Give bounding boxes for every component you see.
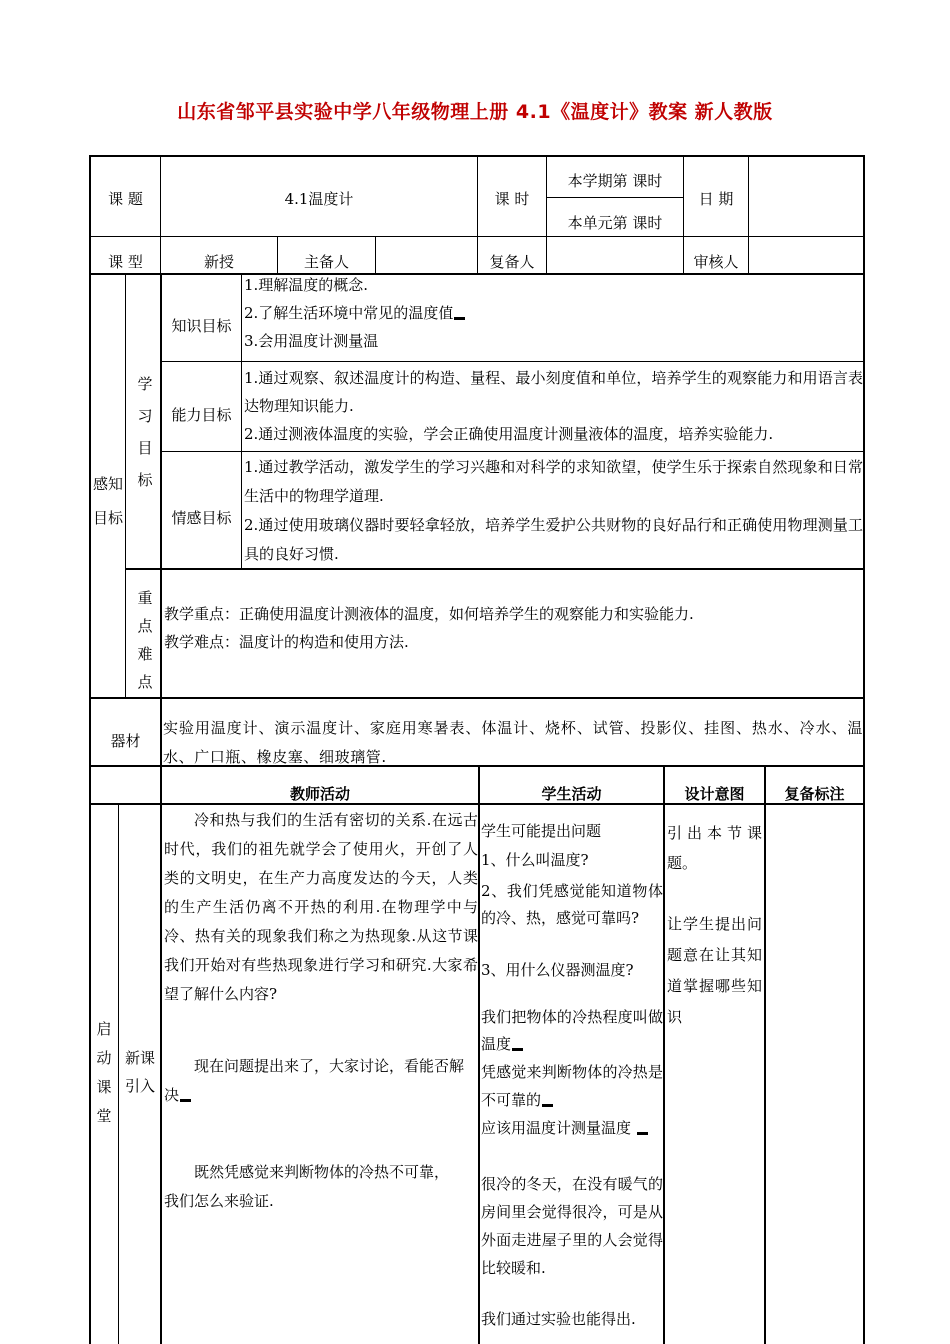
teacher-paragraph-3: 既然凭感觉来判断物体的冷热不可靠，我们怎么来验证. bbox=[164, 1163, 450, 1210]
emotion-item-1: 1.通过教学活动，激发学生的学习兴趣和对科学的求知欲望，使学生乐于探索自然现象和日常生活中的物理学道理. bbox=[244, 458, 863, 505]
goals-outer-label: 感知目标 bbox=[92, 475, 123, 527]
design-note-1: 引出本节课题。 bbox=[667, 824, 762, 872]
type-value: 新授 bbox=[203, 253, 234, 271]
learning-goals-label: 学习目标 bbox=[137, 375, 153, 489]
student-line-7: 应该用温度计测量温度 bbox=[481, 1114, 663, 1142]
review-prep-label: 复备人 bbox=[489, 253, 535, 271]
student-line-5: 我们把物体的冷热程度叫做温度 bbox=[481, 1008, 663, 1053]
knowledge-item-3: 3.会用温度计测量温 bbox=[244, 332, 379, 350]
period-unit: 本单元第 课时 bbox=[567, 214, 663, 232]
date-label: 日 期 bbox=[698, 190, 734, 208]
topic-label: 课 题 bbox=[108, 190, 143, 208]
topic-value: 4.1温度计 bbox=[284, 190, 354, 208]
student-line-2: 1、什么叫温度? bbox=[481, 851, 589, 869]
knowledge-label: 知识目标 bbox=[171, 317, 232, 335]
stage-label: 启动课堂 bbox=[96, 1020, 112, 1125]
teacher-paragraph-1: 冷和热与我们的生活有密切的关系.在远古时代，我们的祖先就学会了使用火，开创了人类的文明史，在生产力高度发达的今天，人类的生产生活仍离不开热的利用.在物理学中与冷、热有关的现象我们称之为热现象.从这节课我们开始对有些热现象进行学习和研究.大家希望了解什么内容? bbox=[164, 811, 478, 1003]
type-label: 课 型 bbox=[108, 253, 143, 271]
col-student: 学生活动 bbox=[541, 785, 602, 803]
emotion-label: 情感目标 bbox=[171, 509, 232, 527]
knowledge-item-1: 1.理解温度的概念. bbox=[244, 276, 369, 294]
preparer-label: 主备人 bbox=[303, 253, 349, 271]
period-semester: 本学期第 课时 bbox=[567, 172, 663, 190]
equipment-text: 实验用温度计、演示温度计、家庭用寒暑表、体温计、烧杯、试管、投影仪、挂图、热水、冷水、温水、广口瓶、橡皮塞、细玻璃管. bbox=[163, 719, 863, 766]
student-line-9: 我们通过实验也能得出. bbox=[481, 1310, 636, 1328]
ability-item-1: 1.通过观察、叙述温度计的构造、量程、最小刻度值和单位，培养学生的观察能力和用语言表达物理知识能力. bbox=[244, 369, 863, 415]
equipment-label: 器材 bbox=[110, 732, 141, 750]
sub-stage-label: 新课引入 bbox=[124, 1049, 155, 1095]
col-teacher: 教师活动 bbox=[289, 785, 350, 803]
difficulty: 教学难点：温度计的构造和使用方法. bbox=[164, 633, 409, 651]
page-title: 山东省邹平县实验中学八年级物理上册 4.1《温度计》教案 新人教版 bbox=[177, 101, 773, 123]
student-line-1: 学生可能提出问题 bbox=[481, 822, 602, 840]
teacher-paragraph-2: 现在问题提出来了，大家讨论，看能否解决 bbox=[164, 1057, 465, 1104]
student-line-6: 凭感觉来判断物体的冷热是不可靠的 bbox=[481, 1063, 663, 1109]
student-line-4: 3、用什么仪器测温度? bbox=[481, 961, 634, 979]
emotion-item-2: 2.通过使用玻璃仪器时要轻拿轻放，培养学生爱护公共财物的良好品行和正确使用物理测量工具的良好习惯. bbox=[244, 516, 863, 563]
student-line-8: 很冷的冬天，在没有暖气的房间里会觉得很冷，可是从外面走进屋子里的人会觉得比较暖和. bbox=[481, 1175, 663, 1277]
reviewer-label: 审核人 bbox=[693, 253, 739, 271]
design-note-2: 让学生提出问题意在让其知道掌握哪些知识 bbox=[667, 915, 762, 1026]
period-label: 课 时 bbox=[494, 190, 530, 208]
col-design: 设计意图 bbox=[684, 785, 745, 803]
key-points-label: 重点难点 bbox=[137, 589, 153, 691]
knowledge-item-2: 2.了解生活环境中常见的温度值 bbox=[244, 304, 465, 322]
col-notes: 复备标注 bbox=[784, 785, 845, 803]
key-point: 教学重点：正确使用温度计测液体的温度，如何培养学生的观察能力和实验能力. bbox=[164, 605, 694, 623]
student-line-3: 2、我们凭感觉能知道物体的冷、热，感觉可靠吗? bbox=[481, 882, 663, 927]
ability-label: 能力目标 bbox=[171, 406, 232, 424]
ability-item-2: 2.通过测液体温度的实验，学会正确使用温度计测量液体的温度，培养实验能力. bbox=[244, 425, 774, 443]
